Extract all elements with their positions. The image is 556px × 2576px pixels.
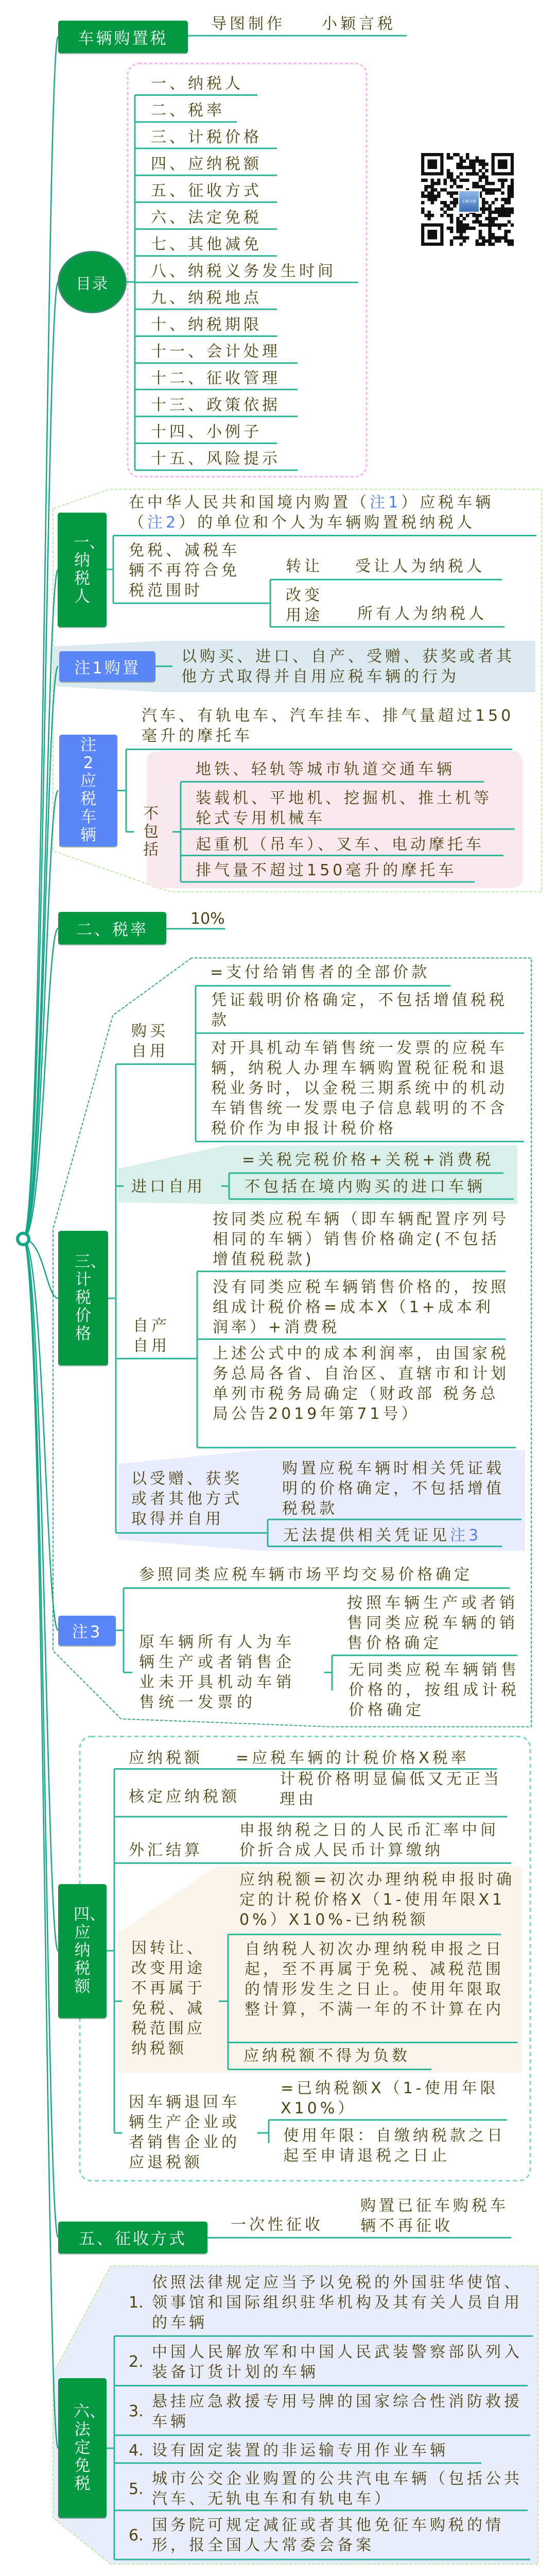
gift-item: 购置应税车辆时相关凭证载明的价格确定，不包括增值税税款 xyxy=(282,1459,505,1518)
item-number: 5. xyxy=(129,2480,144,2498)
refund-label: 因车辆退回车辆生产企业或者销售企业的应退税额 xyxy=(129,2093,240,2172)
toc-item[interactable]: 二、税率 xyxy=(151,101,225,120)
purchase-item: =支付给销售者的全部价款 xyxy=(210,963,430,982)
purchase-item: 凭证载明价格确定，不包括增值税税款 xyxy=(211,991,508,1030)
gift-no-proof xyxy=(283,1526,481,1546)
toc-item[interactable]: 十五、风险提示 xyxy=(151,450,281,468)
change-item: 自纳税人初次办理纳税申报之日起，至不再属于免税、减税范围的情形发生之日止。使用年限取整计算，不满一年的不计算在内 xyxy=(245,1940,504,2019)
toc-item[interactable]: 一、纳税人 xyxy=(151,75,244,93)
refund-item: 使用年限：自缴纳税款之日起至申请退税之日止 xyxy=(283,2126,506,2165)
import-label: 进口自用 xyxy=(131,1178,205,1196)
toc-node[interactable] xyxy=(58,251,127,314)
item-number: 2. xyxy=(129,2353,144,2371)
root-node[interactable] xyxy=(58,21,188,53)
section-2-title: 二、税率 xyxy=(76,921,148,940)
note3-link[interactable]: 注3 xyxy=(450,1527,482,1545)
purchase-label: 购买自用 xyxy=(131,1022,168,1060)
collection-method: 一次性征收 xyxy=(231,2216,323,2234)
transfer-label: 转让 xyxy=(286,557,323,575)
qr-logo-text: 小颖言税 xyxy=(462,199,476,204)
taxpayer-definition xyxy=(129,493,510,533)
toc-item[interactable]: 七、其他减免 xyxy=(151,235,262,254)
qr-code xyxy=(421,153,514,247)
item-number: 1. xyxy=(129,2293,144,2312)
self-item: 上述公式中的成本利润率，由国家税务总局各省、自治区、直辖市和计划单列市税务局确定（财政部 税务总局公告2019年第71号） xyxy=(213,1345,509,1423)
fx-rule: 申报纳税之日的人民币汇率中间价折合成人民币计算缴纳 xyxy=(239,1821,499,1859)
formula-label: 应纳税额 xyxy=(129,1749,203,1767)
change-label: 因转让、改变用途不再属于免税、减税范围应纳税额 xyxy=(131,1939,205,2058)
formula: =应税车辆的计税价格X税率 xyxy=(236,1749,470,1767)
section-1-node[interactable] xyxy=(58,513,107,627)
note2-title: 注2应税车辆 xyxy=(80,736,96,845)
exemption-item xyxy=(129,2440,530,2461)
section-6-title: 六、法定免税 xyxy=(74,2402,106,2494)
section-5-node[interactable] xyxy=(58,2222,207,2253)
exemption-item xyxy=(129,2391,530,2433)
exemption-item xyxy=(129,2468,530,2511)
toc-item[interactable]: 三、计税价格 xyxy=(151,128,262,146)
section-3-node[interactable] xyxy=(58,1231,108,1366)
exemption-item xyxy=(129,2514,530,2557)
note2-includes: 汽车、有轨电车、汽车挂车、排气量超过150毫升的摩托车 xyxy=(142,706,514,745)
note2-exclude-item: 装载机、平地机、挖掘机、推土机等轮式专用机械车 xyxy=(196,789,492,827)
assess-condition: 计税价格明显偏低又无正当理由 xyxy=(280,1770,502,1808)
note1-text: 以购买、进口、自产、受赠、获奖或者其他方式取得并自用应税车辆的行为 xyxy=(181,647,515,686)
note2-exclude-item: 排气量不超过150毫升的摩托车 xyxy=(196,861,457,880)
note3-condition: 原车辆所有人为车辆生产或者销售企业未开具机动车销售统一发票的 xyxy=(139,1633,296,1711)
section-6-node[interactable] xyxy=(58,2378,107,2518)
transfer-result: 受让人为纳税人 xyxy=(355,557,485,575)
toc-item[interactable]: 十一、会计处理 xyxy=(151,343,281,361)
credit-name: 小颖言税 xyxy=(322,15,396,33)
gift-no-proof-text: 无法提供相关凭证见 xyxy=(283,1527,450,1545)
refund-item: =已纳税额X（1-使用年限X10%） xyxy=(281,2079,499,2117)
section-4-title: 四、应纳税额 xyxy=(74,1905,106,1996)
note3-option: 按照车辆生产或者销售同类应税车辆的销售价格确定 xyxy=(347,1594,518,1653)
repurpose-result: 所有人为纳税人 xyxy=(357,604,487,623)
item-text: 国务院可规定减征或者其他免征车购税的情形，报全国人大常委会备案 xyxy=(152,2516,504,2555)
item-number: 3. xyxy=(129,2402,144,2421)
repurpose-label: 改变用途 xyxy=(286,586,323,624)
item-text: 城市公交企业购置的公共汽电车辆（包括公共汽车、无轨电车和有轨电车） xyxy=(152,2470,523,2509)
item-text: 设有固定装置的非运输专用作业车辆 xyxy=(152,2441,448,2460)
note3-title: 注3 xyxy=(72,1623,102,1642)
toc-item[interactable]: 十四、小例子 xyxy=(151,423,262,441)
section-5-title: 五、征收方式 xyxy=(79,2230,187,2249)
toc-item[interactable]: 六、法定免税 xyxy=(151,209,262,227)
toc-label: 目录 xyxy=(76,275,109,293)
exemption-item xyxy=(129,2272,530,2333)
def-text-b: ）应税车辆（ xyxy=(129,493,494,532)
exemption-change: 免税、减税车辆不再符合免税范围时 xyxy=(129,541,240,600)
note2-excludes-label: 不包括 xyxy=(143,804,159,859)
item-text: 依照法律规定应当予以免税的外国驻华使馆、领事馆和国际组织驻华机构及其有关人员自用的车辆 xyxy=(152,2273,523,2332)
toc-item[interactable]: 四、应纳税额 xyxy=(151,155,262,173)
fx-label: 外汇结算 xyxy=(129,1841,203,1860)
item-text: 悬挂应急救援专用号牌的国家综合性消防救援车辆 xyxy=(152,2392,523,2431)
item-number: 4. xyxy=(129,2441,144,2460)
def-text-c: ）的单位和个人为车辆购置税纳税人 xyxy=(179,513,476,532)
toc-item[interactable]: 十二、征收管理 xyxy=(151,369,281,387)
gift-label: 以受赠、获奖或者其他方式取得并自用 xyxy=(131,1470,242,1529)
self-item: 没有同类应税车辆销售价格的，按照组成计税价格=成本X（1+成本利润率）+消费税 xyxy=(213,1278,509,1336)
def-text-a: 在中华人民共和国境内购置（ xyxy=(129,493,370,512)
toc-item[interactable]: 五、征收方式 xyxy=(151,182,262,200)
item-text: 中国人民解放军和中国人民武装警察部队列入装备订货计划的车辆 xyxy=(152,2343,523,2381)
note2-rail: 地铁、轻轨等城市轨道交通车辆 xyxy=(196,760,455,779)
section-3-title: 三、计税价格 xyxy=(74,1252,107,1344)
assess-label: 核定应纳税额 xyxy=(129,1787,240,1806)
note2-node[interactable] xyxy=(59,735,117,847)
toc-item[interactable]: 八、纳税义务发生时间 xyxy=(151,262,336,280)
import-item: 不包括在境内购买的进口车辆 xyxy=(245,1178,485,1196)
note1-node[interactable] xyxy=(59,651,155,682)
tax-rate: 10% xyxy=(190,910,225,928)
exemption-item xyxy=(129,2341,530,2383)
self-item: 按同类应税车辆（即车辆配置序列号相同的车辆）销售价格确定(不包括增值税税款) xyxy=(213,1210,509,1269)
section-4-node[interactable] xyxy=(58,1884,107,2018)
root-title: 车辆购置税 xyxy=(78,29,168,48)
note2-exclude-item: 起重机（吊车）、叉车、电动摩托车 xyxy=(196,836,484,854)
note1-title: 注1购置 xyxy=(74,658,141,677)
section-2-node[interactable] xyxy=(58,912,166,944)
import-item: =关税完税价格+关税+消费税 xyxy=(242,1151,494,1169)
note3-node[interactable] xyxy=(58,1616,116,1646)
self-label: 自产自用 xyxy=(133,1317,170,1355)
credit-label: 导图制作 xyxy=(211,15,285,33)
collection-note: 购置已征车购税车辆不再征收 xyxy=(360,2197,509,2235)
qr-logo xyxy=(458,190,480,213)
purchase-item: 对开具机动车销售统一发票的应税车辆，纳税人办理车辆购置税征税和退税业务时，以金税三期系统中的机动车销售统一发票电子信息载明的不含税价作为申报计税价格 xyxy=(211,1039,508,1138)
toc-item[interactable]: 十、纳税期限 xyxy=(151,316,262,334)
note2-link[interactable]: 注2 xyxy=(147,513,179,532)
item-number: 6. xyxy=(129,2526,144,2545)
central-hub-icon[interactable] xyxy=(18,1233,29,1245)
change-item: 应纳税额不得为负数 xyxy=(244,2046,410,2065)
toc-item[interactable]: 九、纳税地点 xyxy=(151,289,262,307)
note1-link[interactable]: 注1 xyxy=(370,493,402,512)
note3-market: 参照同类应税车辆市场平均交易价格确定 xyxy=(139,1565,473,1584)
section-1-title: 一、纳税人 xyxy=(73,533,106,606)
toc-item[interactable]: 十三、政策依据 xyxy=(151,396,281,414)
change-item: 应纳税额=初次办理纳税申报时确定的计税价格X（1-使用年限X10%）X10%-已纳税额 xyxy=(239,1870,515,1929)
note3-option: 无同类应税车辆销售价格的，按组成计税价格确定 xyxy=(349,1661,520,1719)
